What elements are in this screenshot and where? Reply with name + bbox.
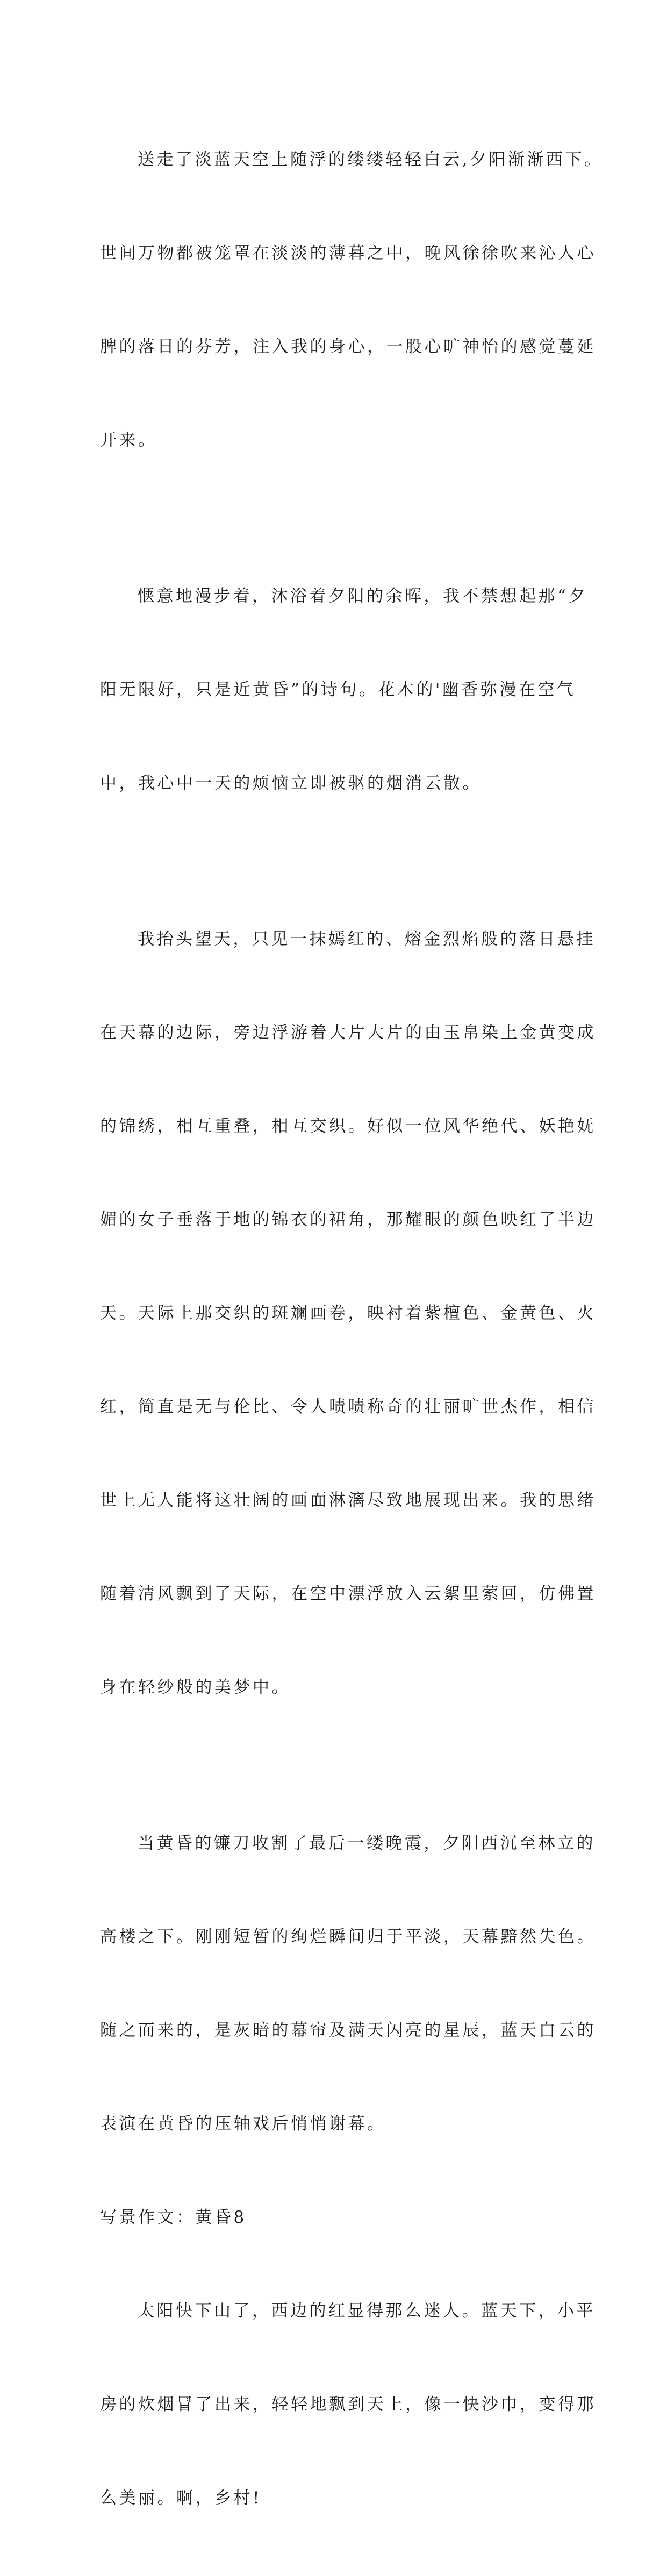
text-line: 世间万物都被笼罩在淡淡的薄暮之中，晚风徐徐吹来沁人心	[100, 244, 596, 263]
text-line: 世上无人能将这壮阔的画面淋漓尽致地展现出来。我的思绪	[100, 1491, 596, 1510]
document-body	[100, 82, 604, 2576]
text-line: 的锦绣，相互重叠，相互交织。好似一位风华绝代、妖艳妩	[100, 1117, 596, 1136]
text-line: 随之而来的，是灰暗的幕帘及满天闪亮的星辰，蓝天白云的	[100, 2021, 596, 2040]
text-line: 太阳快下山了，西边的红显得那么迷人。蓝天下，小平	[138, 2301, 596, 2321]
text-line: 天。天际上那交织的斑斓画卷，映衬着紫檀色、金黄色、火	[100, 1304, 596, 1323]
text-line: 中，我心中一天的烦恼立即被驱的烟消云散。	[100, 774, 482, 793]
text-line: 高楼之下。刚刚短暂的绚烂瞬间归于平淡，天幕黯然失色。	[100, 1927, 596, 1947]
text-line: 惬意地漫步着，沐浴着夕阳的余晖，我不禁想起那“夕	[138, 586, 587, 606]
section-heading: 写景作文：黄昏8	[100, 2208, 247, 2227]
paragraph-3	[100, 861, 596, 1765]
text-line: 媚的女子垂落于地的锦衣的裙角，那耀眼的颜色映红了半边	[100, 1210, 596, 1229]
text-line: 随着清风飘到了天际，在空中漂浮放入云絮里萦回，仿佛置	[100, 1584, 596, 1604]
text-line: 身在轻纱般的美梦中。	[100, 1678, 291, 1697]
paragraph-4	[100, 1765, 596, 2202]
text-line: 开来。	[100, 431, 157, 450]
text-line: 红，简直是无与伦比、令人啧啧称奇的壮丽旷世杰作，相信	[100, 1397, 596, 1416]
paragraph-2	[100, 518, 587, 861]
text-line: 送走了淡蓝天空上随浮的缕缕轻轻白云,夕阳渐渐西下。	[138, 150, 604, 169]
text-line: 房的炊烟冒了出来，轻轻地飘到天上，像一快沙巾，变得那	[100, 2395, 596, 2414]
text-line: 在天幕的边际，旁边浮游着大片大片的由玉帛染上金黄变成	[100, 1023, 596, 1042]
text-line: 脾的落日的芬芳，注入我的身心，一股心旷神怡的感觉蔓延	[100, 337, 596, 356]
text-line: 阳无限好，只是近黄昏”的诗句。花木的'幽香弥漫在空气	[100, 680, 576, 699]
text-line: 当黄昏的镰刀收割了最后一缕晚霞，夕阳西沉至林立的	[138, 1834, 596, 1853]
text-line: 我抬头望天，只见一抹嫣红的、熔金烈焰般的落日悬挂	[138, 929, 596, 949]
paragraph-5	[100, 2233, 596, 2576]
text-line: 表演在黄昏的压轴戏后悄悄谢幕。	[100, 2114, 386, 2134]
paragraph-1	[100, 82, 604, 518]
text-line: 么美丽。啊，乡村!	[100, 2488, 262, 2508]
